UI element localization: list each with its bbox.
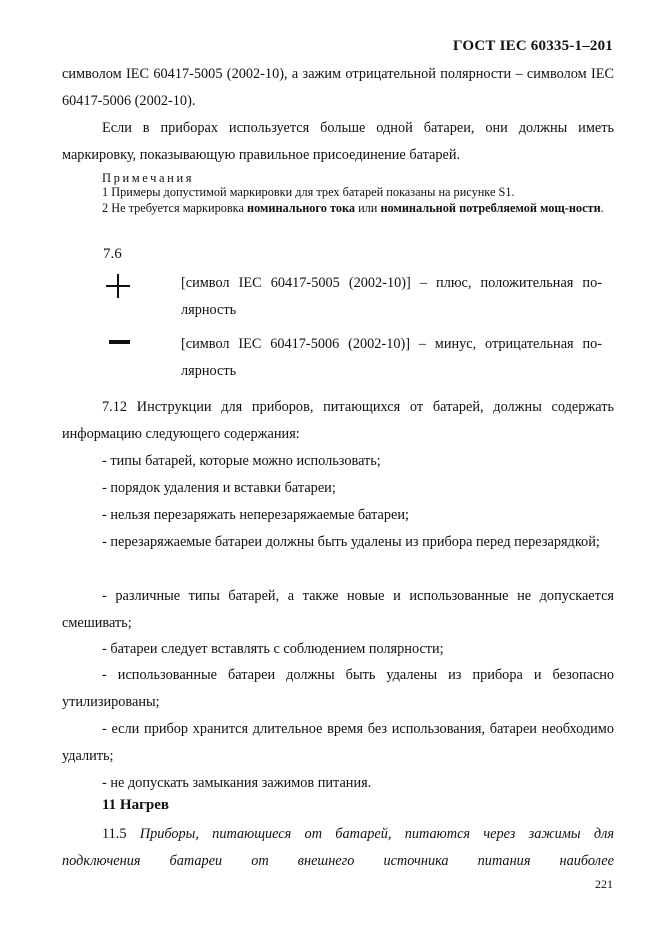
list-item: - типы батарей, которые можно использовать; bbox=[102, 453, 381, 469]
section-11-5-text: Приборы, питающиеся от батарей, питаются через зажимы для подключения батареи от внешнего источника питания наиболее bbox=[62, 826, 614, 869]
list-item: - если прибор хранится длительное время без использования, батареи необходимо удалить; bbox=[62, 721, 614, 764]
section-11-5-paragraph bbox=[62, 821, 614, 875]
section-7-12-intro: 7.12 Инструкции для приборов, питающихся от батарей, должны содержать информацию следующего содержания: bbox=[62, 399, 614, 442]
paragraph-polarity-symbols: символом IEC 60417-5005 (2002-10), а зажим отрицательной полярности – символом IEC 60417-5006 (2002-10). bbox=[62, 66, 614, 109]
notes-heading: Примечания bbox=[102, 171, 195, 185]
list-item: - батареи следует вставлять с соблюдением полярности; bbox=[102, 641, 444, 657]
section-11-title: 11 Нагрев bbox=[102, 797, 170, 813]
minus-symbol-icon bbox=[109, 340, 130, 344]
note-2-part-c: или bbox=[355, 201, 381, 215]
plus-symbol-description: [символ IEC 60417-5005 (2002-10)] – плюс, положительная по-лярность bbox=[181, 275, 602, 318]
note-2-rated-power: номинальной потребляемой мощ-ности bbox=[380, 201, 601, 215]
list-item: - различные типы батарей, а также новые и использованные не допускается смешивать; bbox=[62, 588, 614, 631]
document-code-header: ГОСТ IEC 60335-1–201 bbox=[452, 38, 613, 54]
section-7-6-number: 7.6 bbox=[103, 246, 122, 262]
list-item: - использованные батареи должны быть удалены из прибора и безопасно утилизированы; bbox=[62, 667, 614, 710]
page-number: 221 bbox=[595, 877, 613, 891]
list-item: - нельзя перезаряжать неперезаряжаемые батареи; bbox=[102, 507, 410, 523]
list-item: - перезаряжаемые батареи должны быть удалены из прибора перед перезарядкой; bbox=[102, 534, 600, 550]
paragraph-multiple-batteries: Если в приборах используется больше одной батареи, они должны иметь маркировку, показывающую правильное присоединение батарей. bbox=[62, 120, 614, 163]
note-1 bbox=[62, 185, 614, 200]
minus-symbol-description: [символ IEC 60417-5006 (2002-10)] – минус, отрицательная по-лярность bbox=[181, 336, 602, 379]
note-2-part-e: . bbox=[600, 201, 604, 215]
list-item: - порядок удаления и вставки батареи; bbox=[102, 480, 336, 496]
note-1-text: 1 Примеры допустимой маркировки для трех батарей показаны на рисунке S1. bbox=[102, 185, 515, 199]
plus-symbol-icon bbox=[106, 274, 130, 298]
note-2 bbox=[62, 201, 614, 216]
list-item: - не допускать замыкания зажимов питания. bbox=[102, 775, 372, 791]
note-2-rated-current: номинального тока bbox=[247, 201, 356, 215]
note-2-part-a: 2 Не требуется маркировка bbox=[102, 201, 247, 215]
section-11-5-number: 11.5 bbox=[102, 826, 140, 842]
